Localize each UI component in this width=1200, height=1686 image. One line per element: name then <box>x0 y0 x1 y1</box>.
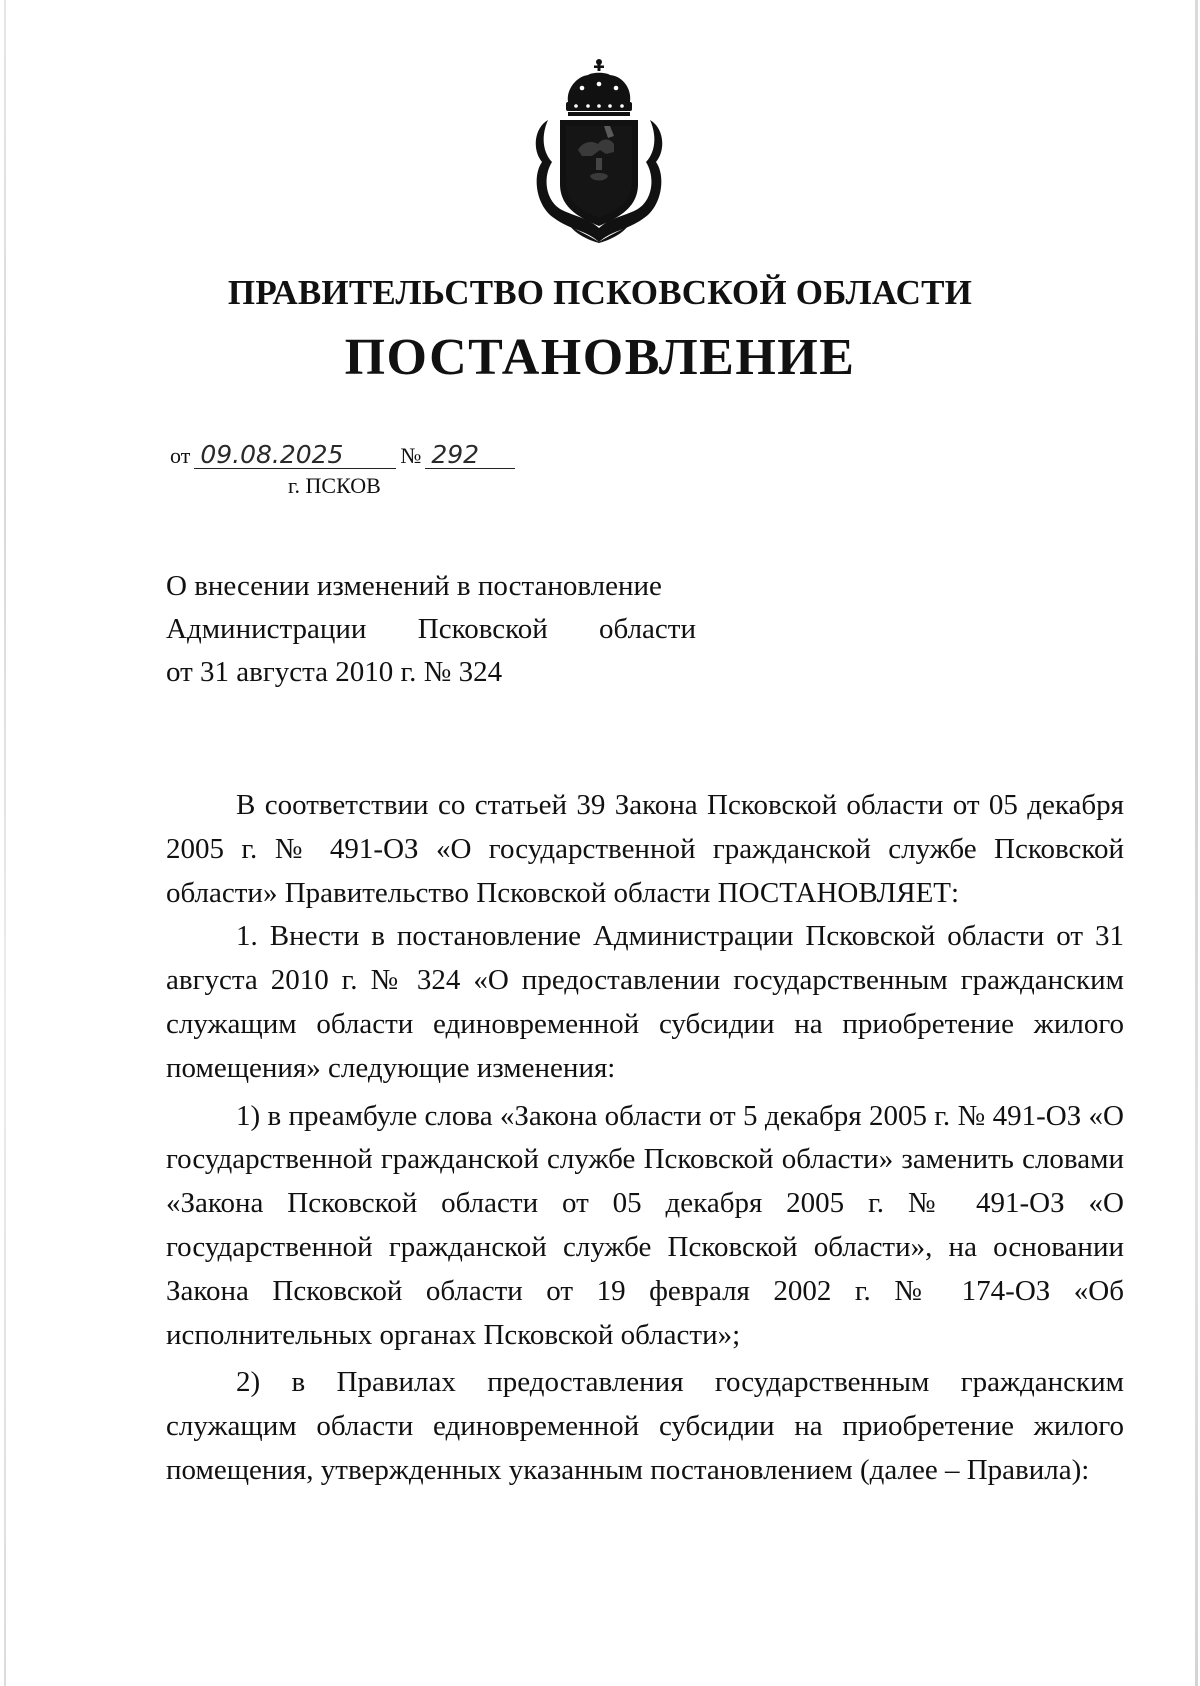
organization-title: ПРАВИТЕЛЬСТВО ПСКОВСКОЙ ОБЛАСТИ <box>227 273 973 312</box>
scan-edge-left <box>4 0 6 1686</box>
body-paragraph: 1) в преамбуле слова «Закона области от 5 декабря 2005 г. № 491-ОЗ «О государственной гражданской службе Псковской области» заменить словами «Закона Псковской области от 05 декабря 2005 г. № 491-ОЗ «О государственной гражданской службе Псковской области», на основании Закона Псковской области от 19 февраля 2002 г. № 174-ОЗ «Об исполнительных органах Псковской области»; <box>166 1099 1124 1351</box>
shield-icon <box>560 120 638 226</box>
date-number-line <box>166 442 515 469</box>
coat-of-arms-emblem <box>530 58 668 243</box>
document-subject <box>166 565 696 694</box>
handwritten-number: 292 <box>425 442 515 469</box>
number-label: № <box>400 443 422 468</box>
document-body <box>166 784 1124 1493</box>
document-type-title: ПОСТАНОВЛЕНИЕ <box>344 329 856 386</box>
body-paragraph: 2) в Правилах предоставления государственным гражданским служащим области единовременной субсидии на приобретение жилого помещения, утвержденных указанным постановлением (далее – Правила): <box>166 1366 1124 1486</box>
subject-line: Администрации Псковской области <box>166 613 696 645</box>
subject-line: О внесении изменений в постановление <box>166 570 662 602</box>
city-label: г. ПСКОВ <box>288 473 381 498</box>
body-paragraph: В соответствии со статьей 39 Закона Псковской области от 05 декабря 2005 г. № 491-ОЗ «О государственной гражданской службе Псковской области» Правительство Псковской области ПОСТАНОВЛЯЕТ: <box>166 789 1124 909</box>
from-label: от <box>170 443 191 468</box>
scan-edge-right <box>1195 0 1198 1686</box>
handwritten-date: 09.08.2025 <box>194 442 396 469</box>
subject-line: от 31 августа 2010 г. № 324 <box>166 656 503 688</box>
body-paragraph: 1. Внести в постановление Администрации Псковской области от 31 августа 2010 г. № 324 «О предоставлении государственным гражданским служащим области единовременной субсидии на приобретение жилого помещения» следующие изменения: <box>166 920 1124 1084</box>
